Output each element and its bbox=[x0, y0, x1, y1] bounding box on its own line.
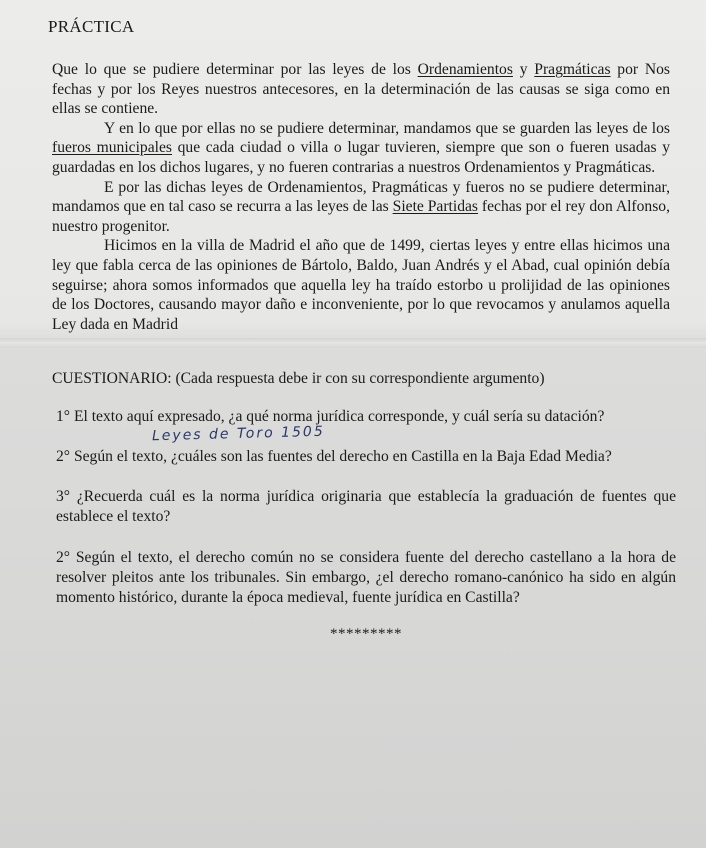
paper-fold-line bbox=[0, 338, 706, 348]
question-text: Según el texto, el derecho común no se considera fuente del derecho castellano a la hora de resolver pleitos ante los tribunales. Sin embargo, ¿el derecho romano-canónico ha sido en algún momento histórico, durante la época medieval, fuente jurídica en Castilla? bbox=[56, 549, 676, 606]
paragraph-1 bbox=[52, 60, 670, 119]
legal-text-body bbox=[52, 60, 670, 334]
p1-text-mid: y bbox=[512, 61, 535, 78]
p3-text-end: fechas por el rey don Alfonso, nuestro progenitor. bbox=[52, 198, 670, 235]
question-number: 2° bbox=[56, 448, 71, 465]
underlined-fueros-municipales: fueros municipales bbox=[52, 139, 172, 157]
question-text: El texto aquí expresado, ¿a qué norma jurídica corresponde, y cuál sería su datación? bbox=[73, 408, 605, 425]
p2-text-end: que cada ciudad o villa o lugar tuvieren, siempre que son o fueren usadas y guardadas en los dichos lugares, y no fueren contrarias a nuestros Ordenamientos y Pragmáticas. bbox=[52, 139, 670, 176]
handwritten-answer: Leyes de Toro 1505 bbox=[151, 423, 325, 445]
underlined-siete-partidas: Siete Partidas bbox=[392, 198, 478, 216]
p1-text-end: por Nos fechas y por los Reyes nuestros antecesores, en la determinación de las causas se siga como en ellas se contiene. bbox=[52, 61, 671, 118]
question-2 bbox=[56, 447, 676, 467]
cuestionario-heading: CUESTIONARIO: (Cada respuesta debe ir con su correspondiente argumento) bbox=[52, 370, 545, 387]
underlined-pragmaticas: Pragmáticas bbox=[534, 61, 611, 78]
question-number: 1° bbox=[56, 408, 71, 425]
question-number: 3° bbox=[56, 488, 71, 505]
question-1 bbox=[56, 407, 676, 427]
question-4 bbox=[56, 548, 676, 608]
question-number: 2° bbox=[56, 549, 71, 566]
paragraph-3 bbox=[52, 178, 670, 237]
p3-text-start: E por las dichas leyes de Ordenamientos, Pragmáticas y fueros no se pudiere determinar, mandamos que en tal caso se recurra a las leyes de las bbox=[52, 178, 670, 216]
page-title: PRÁCTICA bbox=[48, 17, 135, 36]
question-text: Según el texto, ¿cuáles son las fuentes del derecho en Castilla en la Baja Edad Media? bbox=[73, 448, 612, 465]
question-text: ¿Recuerda cuál es la norma jurídica originaria que establecía la graduación de fuentes que establece el texto? bbox=[56, 488, 676, 525]
p2-text-start: Y en lo que por ellas no se pudiere determinar, mandamos que se guarden las leyes de los bbox=[104, 119, 670, 137]
question-3 bbox=[56, 487, 676, 527]
underlined-ordenamientos: Ordenamientos bbox=[417, 61, 513, 78]
paragraph-2 bbox=[52, 119, 670, 178]
paragraph-4: Hicimos en la villa de Madrid el año que de 1499, ciertas leyes y entre ellas hicimos una ley que fabla cerca de las opiniones de Bártolo, Baldo, Juan Andrés y el Abad, cual opinión debía seguirse; ahora somos informados que aquella ley ha traído estorbo u prolijidad de las opiniones de los Doctores, causando mayor daño e inconveniente, por lo que revocamos y anulamos aquella Ley dada en Madrid bbox=[52, 237, 670, 333]
separator-stars: ********* bbox=[330, 626, 402, 642]
p1-text-start: Que lo que se pudiere determinar por las leyes de los bbox=[52, 61, 418, 78]
